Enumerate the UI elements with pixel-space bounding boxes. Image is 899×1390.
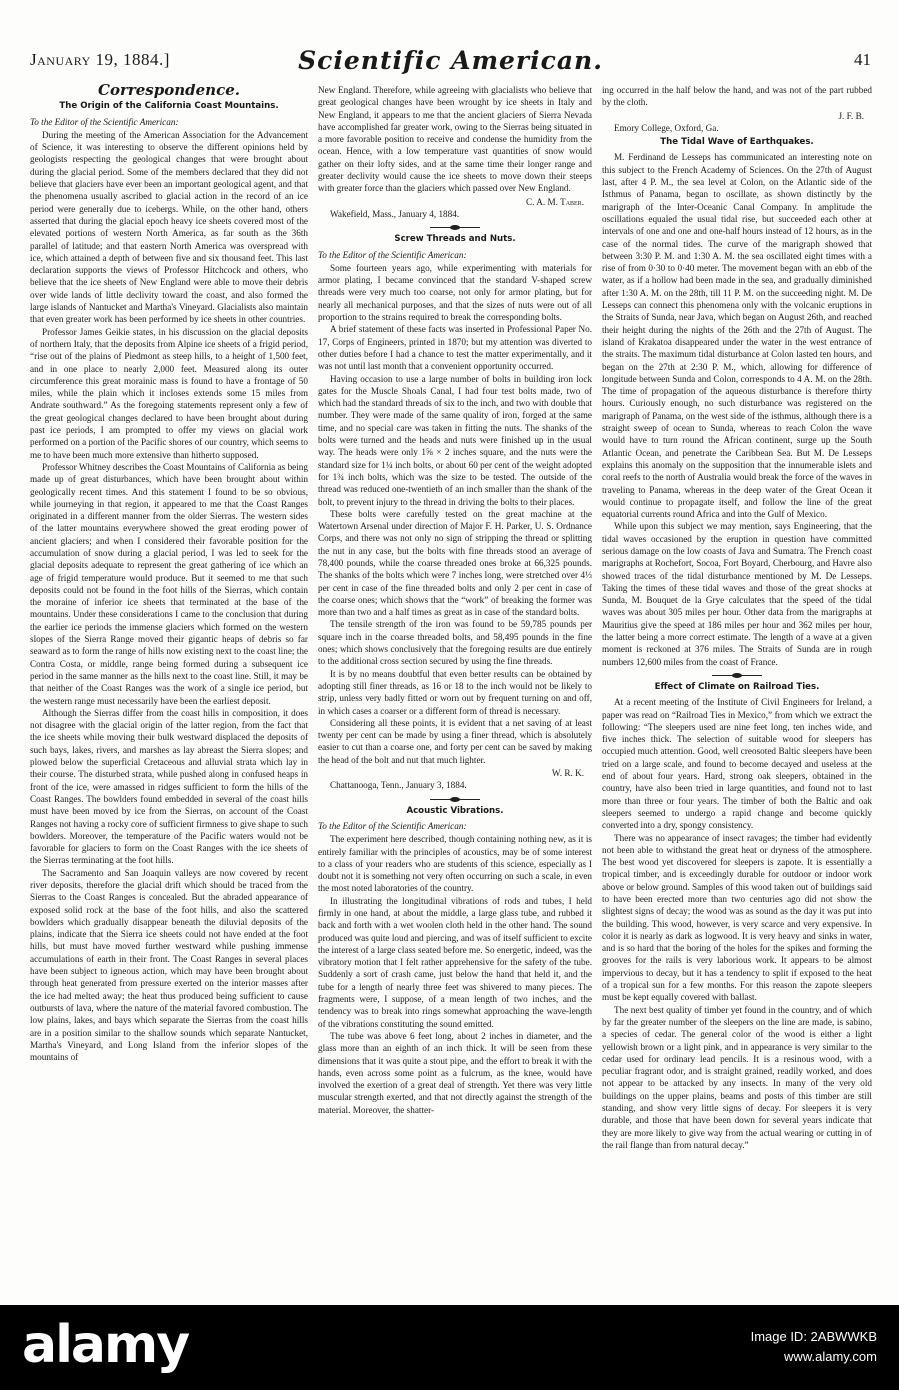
paragraph: In illustrating the longitudinal vibrations of rods and tubes, I held firmly in one hand, at about the middle, a large glass tube, and rubbed it back and forth with a wet woolen cloth held in the other hand. The sound produced was quite loud and piercing, and was of itself sufficient to excite the interest of a large class seated before me. So energetic, indeed, was the vibratory motion that I felt rather apprehensive for the safety of the tube. Suddenly a sort of crash came, just below the hand that held it, and the tube for a length of nearly three feet was shivered to many pieces. The fragments were, I suppose, of a mean length of two inches, and the tendency was to break into rings somewhat approaching the wave-length of the vibrations constituting the sound emitted.: [318, 895, 592, 1029]
paragraph: There was no appearance of insect ravages; the timber had evidently not been able to withstand the great heat or dryness of the atmosphere. The best wood yet discovered for sleepers is zapote. It is essentially a tropical timber, and is exceedingly durable for outdoor or indoor work above or below ground. Samples of this wood taken out of buildings said to have been erected more than two centuries ago did not show the slightest signs of decay; the wood was as sound as the day it was put into the building. This wood, however, is very scarce and very expensive. In color it is nearly as dark as logwood. It is very heavy and sinks in water, and is so hard that the boring of the holes for the spikes and forming the grooves for the rails is very laborious work. It appears to be almost impervious to decay, but it has a tendency to split if exposed to the heat of a tropical sun for a few months. For this reason the zapote sleepers must be kept equally covered with ballast.: [602, 832, 872, 1003]
paragraph: The Sacramento and San Joaquin valleys are now covered by recent river deposits, therefore the glacial drift which should be traced from the Sierras to the Coast Ranges is concealed. But the abraded appearance of exposed solid rock at the base of the foot hills, and also the scattered bowlders which gradually disappear beneath the diluvial deposits of the plains, indicate that the Sierra ice sheets could not have ended at the foot hills, but must have moved further westward while pushing immense accumulations of earth in their front. The Coast Ranges in several places have been subject to igneous action, which may have been brought about through heat generated from pressure exerted on the interior masses after the ice had melted away; the heat thus produced being sufficient to cause outbursts of lava, where the nature of the material favored combustion. The low plains, lakes, and bays which separate the Sierras from the coast hills are in a position similar to the shallow sounds which separate Nantucket, Martha's Vineyard, and Long Island from the inferior slopes of the mountains of: [30, 867, 308, 1063]
article-title: The Tidal Wave of Earthquakes.: [660, 137, 814, 148]
paragraph: Professor James Geikie states, in his discussion on the glacial deposits of northern Italy, that the deposits from Alpine ice sheets of a frigid period, “rise out of the plains of Piedmont as steep hills, to a height of 1,500 feet, and in one place to nearly 2,000 feet. Measured along its outer circumference this great morainic mass is found to have a frontage of 50 miles, while the plain which it incloses extends some 15 miles from Andrate southward.” As the foregoing statements represent only a few of the great geological changes declared to have been brought about during past ice periods, I am prompted to offer my views on glacial work performed on a portion of the Pacific shores of our country, which seems to me to have been much more extensive than hitherto supposed.: [30, 326, 308, 460]
paragraph-continued: ing occurred in the half below the hand, and was not of the part rubbed by the cloth.: [602, 85, 872, 108]
column-1: [30, 84, 308, 1296]
paragraph: Having occasion to use a large number of bolts in building iron lock gates for the Muscle Shoals Canal, I had four test bolts made, two of which had the standard threads of six to the inch, and two with double that number. They were made of the same quality of iron, forged at the same time, and no special care was taken in fitting the nuts. The shanks of the bolts were turned and the heads and nuts were finished up in the usual way. The heads were only 1⅝ × 2 inches square, and the nuts were the standard size for 1¼ inch bolts, or about 60 per cent of the weight adopted for 1¾ inch bolts, which was the size to be tested. The outside of the thread was reduced one-twentieth of an inch smaller than the shank of the bolt, to prevent injury to the thread in driving the bolts to their places.: [318, 373, 592, 507]
paragraph: Some fourteen years ago, while experimenting with materials for armor plating, I became convinced that the standard V-shaped screw threads were very much too coarse, not only for armor plating, but for nearly all mechanical purposes, and that the sizes of nuts were out of all proportion to the strains required to break the corresponding bolts.: [318, 262, 592, 323]
section-divider: [712, 673, 762, 678]
article-title: Screw Threads and Nuts.: [394, 234, 516, 245]
column-2: [318, 84, 592, 1296]
signature: J. F. B.: [838, 110, 864, 121]
paragraph: While upon this subject we may mention, says Engineering, that the tidal waves occasioned by the eruption in question have committed serious damage on the low coasts of Java and Sumatra. The French coast marigraphs at Rochefort, Socoa, Fort Boyard, Cherbourg, and Havre also showed traces of the tidal disturbance mentioned by M. De Lesseps. Taking the times of these tidal waves and those of the great shocks at Sunda, M. Bouquet de la Grye calculates that the speed of the tidal waves was about 305 miles per hour. Other data from the marigraphs at Mauritius give the speed at 186 miles per hour and 362 miles per hour, the latter being a more correct estimate. The length of a wave at a given moment is reckoned at 376 miles. The Straits of Sunda are in rough numbers 12,600 miles from the coast of France.: [602, 521, 872, 667]
watermark-band: [0, 1305, 899, 1390]
salutation: To the Editor of the Scientific American:: [318, 249, 467, 260]
paragraph: M. Ferdinand de Lesseps has communicated an interesting note on this subject to the French Academy of Sciences. On the 27th of August last, after 4 P. M., the sea level at Colon, on the Atlantic side of the Isthmus of Panama, began to oscillate, as shown distinctly by the marigraph of the Inter-Oceanic Canal Company. In amplitude the oscillations equaled the usual tidal rise, but succeeded each other at intervals of one and one and one-half hours instead of 12 hours, as in the case of the normal tides. The curve of the marigraph showed that between 3:30 P. M. and 1:30 A. M. the sea oscillated eight times with a rise of from 0·30 to 0·40 meter. The movement began with an ebb of the water, as if a hollow had been made in the sea, and gradually diminished after 1:30 A. M. on the 28th, till 11 P. M. on the succeeding night. M. De Lesseps can connect this phenomena only with the volcanic eruptions in the Straits of Sunda, near Java, which began on August 26th, and reached their height during the nights of the 26th and the 27th of August. The island of Krakatoa disappeared under the water in the west entrance of the straits. The maximum tidal disturbance at Colon lasted ten hours, and began on the 27th at 2:30 P. M., which, allowing for difference of longitude between Sunda and Colon, corresponds to 4 A. M. on the 28th. The time of propagation of the aqueous disturbance is therefore thirty hours. Curiously enough, no such disturbance was registered on the marigraph of Panama, on the west side of the isthmus, although there is a straight sweep of ocean to Sunda, whereas to reach Colon the wave would have to turn round the African continent, surge up the South Atlantic Ocean, and penetrate the Caribbean Sea. But M. De Lesseps explains this anomaly on the supposition that the innumerable islets and coral reefs to the north of Australia would break the force of the waves in traveling to Panama, whereas in the deep water of the Great Ocean it would continue to propagate itself, and follow the line of the great equatorial currents round Africa and into the Gulf of Mexico.: [602, 152, 872, 520]
masthead-title: Scientific American.: [298, 46, 603, 75]
article-title: Effect of Climate on Railroad Ties.: [654, 681, 820, 692]
signature: W. R. K.: [551, 768, 584, 779]
image-id: Image ID: 2ABWWKB: [750, 1329, 877, 1344]
paragraph: During the meeting of the American Association for the Advancement of Science, it was interesting to observe the different opinions held by geologists respecting the geological changes that were brought about during the glacial period. Some of the members declared that they did not believe that glaciers have ever been an important geological agent, and that the phenomena usually ascribed to glacial action in the record of an ice period were generally due to icebergs. While, on the other hand, others asserted that during the glacial epoch heavy ice sheets covered most of the elevated portions of western North America, as far south as the 36th parallel of latitude; and that eastern North America was overspread with ice, which attained a depth of between five and six thousand feet. This last declaration supports the views of Professor Hitchcock and others, who believe that the ice sheets of New England were able to move their debris over wide lands of little declivity toward the coast, and also formed the large islands of Nantucket and Martha's Vineyard. Glacialists also maintain that even greater work has been performed by ice sheets in other countries.: [30, 129, 308, 325]
dateline: Emory College, Oxford, Ga.: [614, 122, 719, 133]
alamy-logo: alamy: [22, 1315, 189, 1375]
page-number: 41: [854, 50, 871, 69]
section-divider: [430, 225, 480, 230]
dateline: Chattanooga, Tenn., January 3, 1884.: [330, 780, 467, 791]
watermark-url: www.alamy.com: [784, 1349, 877, 1364]
article-title: Acoustic Vibrations.: [406, 805, 504, 816]
page-header: [30, 46, 871, 74]
paragraph: A brief statement of these facts was inserted in Professional Paper No. 17, Corps of Engineers, printed in 1870; but my attention was diverted to other duties before I had a chance to test the matter experimentally, and it was not until last month that a convenient opportunity occurred.: [318, 324, 592, 372]
paragraph: The experiment here described, though containing nothing new, as it is entirely familiar with the principles of acoustics, may be of some interest to a class of your readers who are students of this science, especially as I doubt not it is something not very often occurring on such a scale, in even the most noted laboratories of the country.: [318, 834, 592, 894]
paragraph: Professor Whitney describes the Coast Mountains of California as being made up of great disturbances, which have been brought about within geologically recent times. And this statement I found to be so obvious, while journeying in that region, it appeared to me that the Coast Ranges originated in a different manner from the older Sierras. The western sides of the latter mountains everywhere showed the great eroding power of ancient glaciers; and when I considered their favorable position for the accumulation of snow during a glacial period, I was led to seek for the glacial deposits adequate to represent the great gathering of ice which an age of frigid temperature would produce. But it seemed to me that such deposits could not be found in the foot hills of the Sierras, which contain the moraine of inferior ice sheets that terminated at the base of the mountains. Under these considerations I came to the conclusion that during the earlier ice periods the immense glaciers which formed on the western slopes of the Sierra Range moved their gigantic heaps of debris so far seaward as to form the range of hills now existing next to the coast line; the Contra Costa, or middle, range being formed during a subsequent ice period in the same manner as the hills next to the coast line. Still, it may be that neither of the Coast Ranges was the work of a single ice period, but the western range must necessarily have been the earliest deposit.: [30, 461, 308, 706]
issue-date: January 19, 1884.]: [30, 50, 170, 69]
paragraph-continued: New England. Therefore, while agreeing with glacialists who believe that great geological changes have been wrought by ice sheets in Italy and New England, it appears to me that the ancient glaciers of Sierra Nevada have accomplished far greater work, owing to the Sierras being situated in a more favorable position to receive and condense the humidity from the ocean. Hence, with a low temperature vast quantities of snow would gather on their lofty sides, and at the same time their longer range and greater declivity would cause the ice sheets to move down their steeps with greater force than the glaciers which passed over New England.: [318, 85, 592, 194]
section-divider: [430, 797, 480, 802]
paragraph: These bolts were carefully tested on the great machine at the Watertown Arsenal under direction of Major F. H. Parker, U. S. Ordnance Corps, and there was not only no sign of stripping the thread or splitting the nut in any case, but the bolts with fine threads stood an average of 78,400 pounds, while the coarse threaded ones broke at 66,325 pounds. The shanks of the bolts which were 7 inches long, were stretched over 4⅓ per cent in case of the fine threaded bolts and only 2 per cent in case of the coarse ones; which shows that the “work” of breaking the former was more than two and a half times as great as in case of the standard bolts.: [318, 508, 592, 618]
paragraph: The tube was above 6 feet long, about 2 inches in diameter, and the glass more than an eighth of an inch thick. It will be seen from these dimensions that it was quite a stout pipe, and the effort to break it with the hands, even across some point as a fulcrum, as the knee, would have involved the exertion of a great deal of strength. Yet there was very little muscular strength exerted, and that not directly against the strength of the material. Moreover, the shatter-: [318, 1030, 592, 1115]
article-title: The Origin of the California Coast Mountains.: [59, 101, 279, 112]
paragraph: Considering all these points, it is evident that a net saving of at least twenty per cent can be made by using a finer thread, which is absolutely easier to cut than a coarse one, and forty per cent can be saved by making the head of the bolt and nut that much lighter.: [318, 717, 592, 765]
signature: C. A. M. Taber.: [526, 196, 584, 207]
watermark-info: [751, 1327, 877, 1367]
salutation: To the Editor of the Scientific American:: [30, 116, 179, 127]
paragraph: The next best quality of timber yet found in the country, and of which by far the greater number of the sleepers on the line are made, is sabino, a species of cedar. The general color of the wood is either a light yellowish brown or a light pink, and in appearance is very similar to the cedar used for ordinary lead pencils. It is a resinous wood, with a peculiar fragrant odor, and is straight grained, readily worked, and does not appear to be attacked by any insects. In many of the very old buildings on the upper plains, beams and posts of this timber are still standing, and show very little signs of decay. For sleepers it is very durable, and those that have been down for several years indicate that they are more likely to give way from the actual wearing or cutting in of the rail flange than from natural decay.”: [602, 1004, 872, 1150]
paragraph: The tensile strength of the iron was found to be 59,785 pounds per square inch in the coarse threaded bolts, and 58,495 pounds in the fine ones; which shows conclusively that the foregoing results are due entirely to the additional cross section secured by using the fine threads.: [318, 619, 592, 667]
paragraph: Although the Sierras differ from the coast hills in composition, it does not disagree with the glacial origin of the latter region, from the fact that the ice sheets while moving their bulk westward displaced the deposits of such bays, lakes, rivers, and marshes as lay abreast the Sierra slopes; and plowed below the superficial Cretaceous and alluvial strata which lay in their course. The disturbed strata, while pushed along in confused heaps in front of the ice, were amassed in ridges sufficient to form the hills of the Coast Ranges. The bowlders found embedded in several of the coast hills must have been moved by ice from the Sierras, on account of the Coast Ranges not having a rocky core of sufficient firmness to give shape to such bowlders. Moreover, the temperature of the Pacific waters would not be favorable for glaciers to form on the Coast Ranges with the ice sheets of the Sierras terminating at the foot hills.: [30, 707, 308, 866]
paragraph: It is by no means doubtful that even better results can be obtained by adopting still finer threads, as 16 or 18 to the inch would not be likely to strip, unless very badly fitted or worn out by frequent turning on and off, in which cases a coarser or a different form of thread is necessary.: [318, 668, 592, 716]
paragraph: At a recent meeting of the Institute of Civil Engineers for Ireland, a paper was read on “Railroad Ties in Mexico,” from which we extract the following: “The sleepers used are nine feet long, ten inches wide, and five inches thick. The selection of suitable wood for sleepers has occupied much attention. Good, well creosoted Baltic sleepers have been tried on a large scale, and found to become decayed and useless at the end of about four years. Hard, strong oak sleepers, obtained in the country, have also been tried in large quantities, and found not to last more than three or four years. The timber of both the Baltic and oak sleepers seemed to undergo a rapid change and become quickly converted into a dry, spongy consistency.: [602, 697, 872, 831]
column-3: [602, 84, 872, 1296]
salutation: To the Editor of the Scientific American:: [318, 820, 467, 831]
section-heading: Correspondence.: [98, 84, 240, 99]
dateline: Wakefield, Mass., January 4, 1884.: [330, 208, 460, 219]
